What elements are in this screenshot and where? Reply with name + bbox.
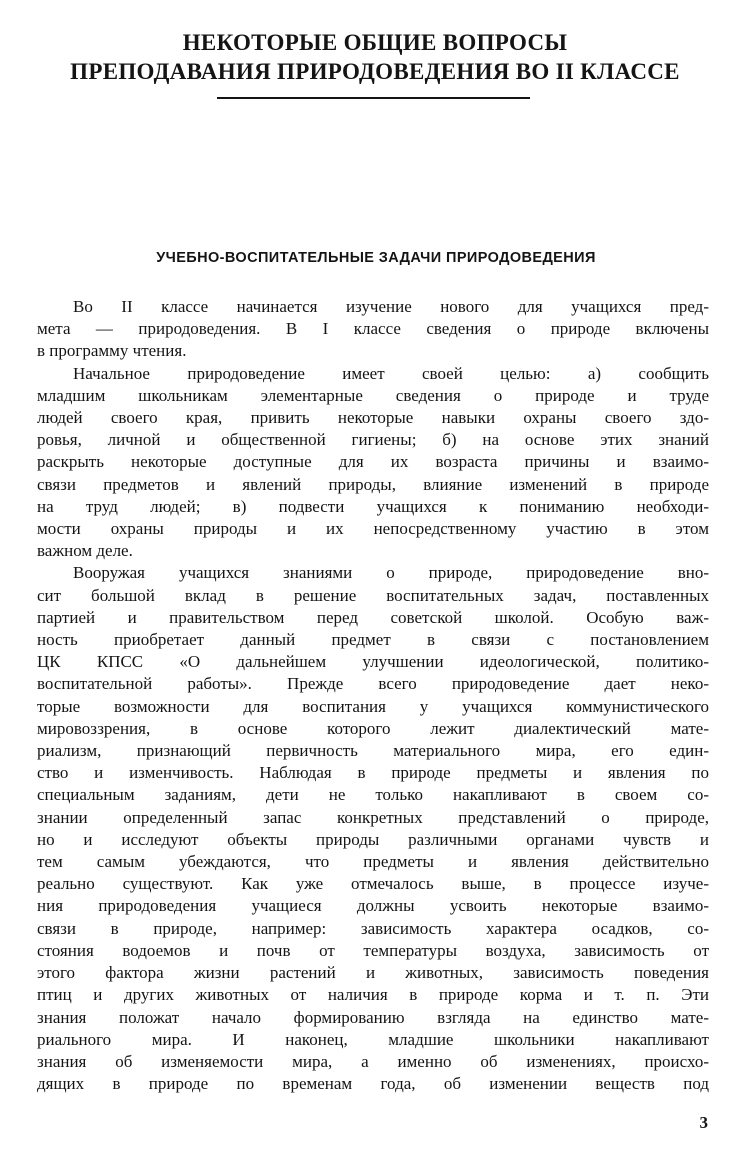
- text-line: ния природоведения учащиеся должны усвоить некоторые взаимо-: [37, 896, 709, 916]
- page-number: 3: [699, 1113, 708, 1132]
- text-line: мета — природоведения. В I классе сведения о природе включены: [37, 319, 709, 339]
- paragraph-1: [37, 296, 709, 363]
- text-line: сит большой вклад в решение воспитательных задач, поставленных: [37, 585, 709, 605]
- text-line: торые возможности для воспитания у учащихся коммунистического: [37, 696, 709, 716]
- text-line: Во II классе начинается изучение нового для учащихся пред-: [73, 297, 709, 316]
- text-line: ЦК КПСС «О дальнейшем улучшении идеологической, политико-: [37, 652, 709, 672]
- text-line: птиц и других животных от наличия в природе корма и т. п. Эти: [37, 985, 709, 1005]
- text-line: реально существуют. Как уже отмечалось выше, в процессе изуче-: [37, 874, 709, 894]
- text-line: дящих в природе по временам года, об изменении веществ под: [37, 1074, 709, 1094]
- text-line: ность приобретает данный предмет в связи с постановлением: [37, 630, 709, 650]
- text-line: стояния водоемов и почв от температуры воздуха, зависимость от: [37, 940, 709, 960]
- text-line: этого фактора жизни растений и животных, зависимость поведения: [37, 963, 709, 983]
- text-line: но и исследуют объекты природы различными органами чувств и: [37, 829, 709, 849]
- chapter-title-line-1: НЕКОТОРЫЕ ОБЩИЕ ВОПРОСЫ: [182, 30, 568, 55]
- text-line: связи предметов и явлений природы, влияние изменений в природе: [37, 474, 709, 494]
- text-line: партией и правительством перед советской школой. Особую важ-: [37, 607, 709, 627]
- text-line: Вооружая учащихся знаниями о природе, природоведение вно-: [73, 563, 709, 583]
- text-line: знания об изменяемости мира, а именно об изменениях, происхо-: [37, 1051, 709, 1071]
- text-line: риализм, признающий первичность материального мира, его един-: [37, 741, 709, 761]
- text-line: знании определенный запас конкретных представлений о природе,: [37, 807, 709, 827]
- text-line: ство и изменчивость. Наблюдая в природе предметы и явления по: [37, 763, 709, 783]
- text-line: людей своего края, привить некоторые навыки охраны своего здо-: [37, 408, 709, 428]
- text-line: мости охраны природы и их непосредственному участию в этом: [37, 519, 709, 539]
- text-line: специальным заданиям, дети не только накапливают в своем со-: [37, 785, 709, 805]
- text-line: ровья, личной и общественной гигиены; б) на основе этих знаний: [37, 430, 709, 450]
- text-line: важном деле.: [37, 541, 133, 561]
- text-line: риального мира. И наконец, младшие школьники накапливают: [37, 1029, 709, 1049]
- title-divider: [217, 97, 530, 99]
- text-line: тем самым убеждаются, что предметы и явления действительно: [37, 852, 709, 872]
- chapter-title: [40, 28, 710, 86]
- text-line: связи в природе, например: зависимость характера осадков, со-: [37, 918, 709, 938]
- text-line: в программу чтения.: [37, 341, 187, 361]
- text-line: мировоззрения, в основе которого лежит диалектический мате-: [37, 718, 709, 738]
- chapter-title-line-2: ПРЕПОДАВАНИЯ ПРИРОДОВЕДЕНИЯ ВО II КЛАССЕ: [70, 59, 680, 84]
- paragraph-3: [37, 562, 709, 1095]
- paragraph-2: [37, 363, 709, 563]
- text-line: воспитательной работы». Прежде всего природоведение дает неко-: [37, 674, 709, 694]
- body-text: [37, 296, 709, 1095]
- text-line: младшим школьникам элементарные сведения о природе и труде: [37, 385, 709, 405]
- text-line: Начальное природоведение имеет своей целью: а) сообщить: [73, 363, 709, 383]
- text-line: знания положат начало формированию взгляда на единство мате-: [37, 1007, 709, 1027]
- text-line: на труд людей; в) подвести учащихся к пониманию необходи-: [37, 496, 709, 516]
- section-heading: УЧЕБНО-ВОСПИТАТЕЛЬНЫЕ ЗАДАЧИ ПРИРОДОВЕДЕНИЯ: [156, 250, 596, 266]
- text-line: раскрыть некоторые доступные для их возраста причины и взаимо-: [37, 452, 709, 472]
